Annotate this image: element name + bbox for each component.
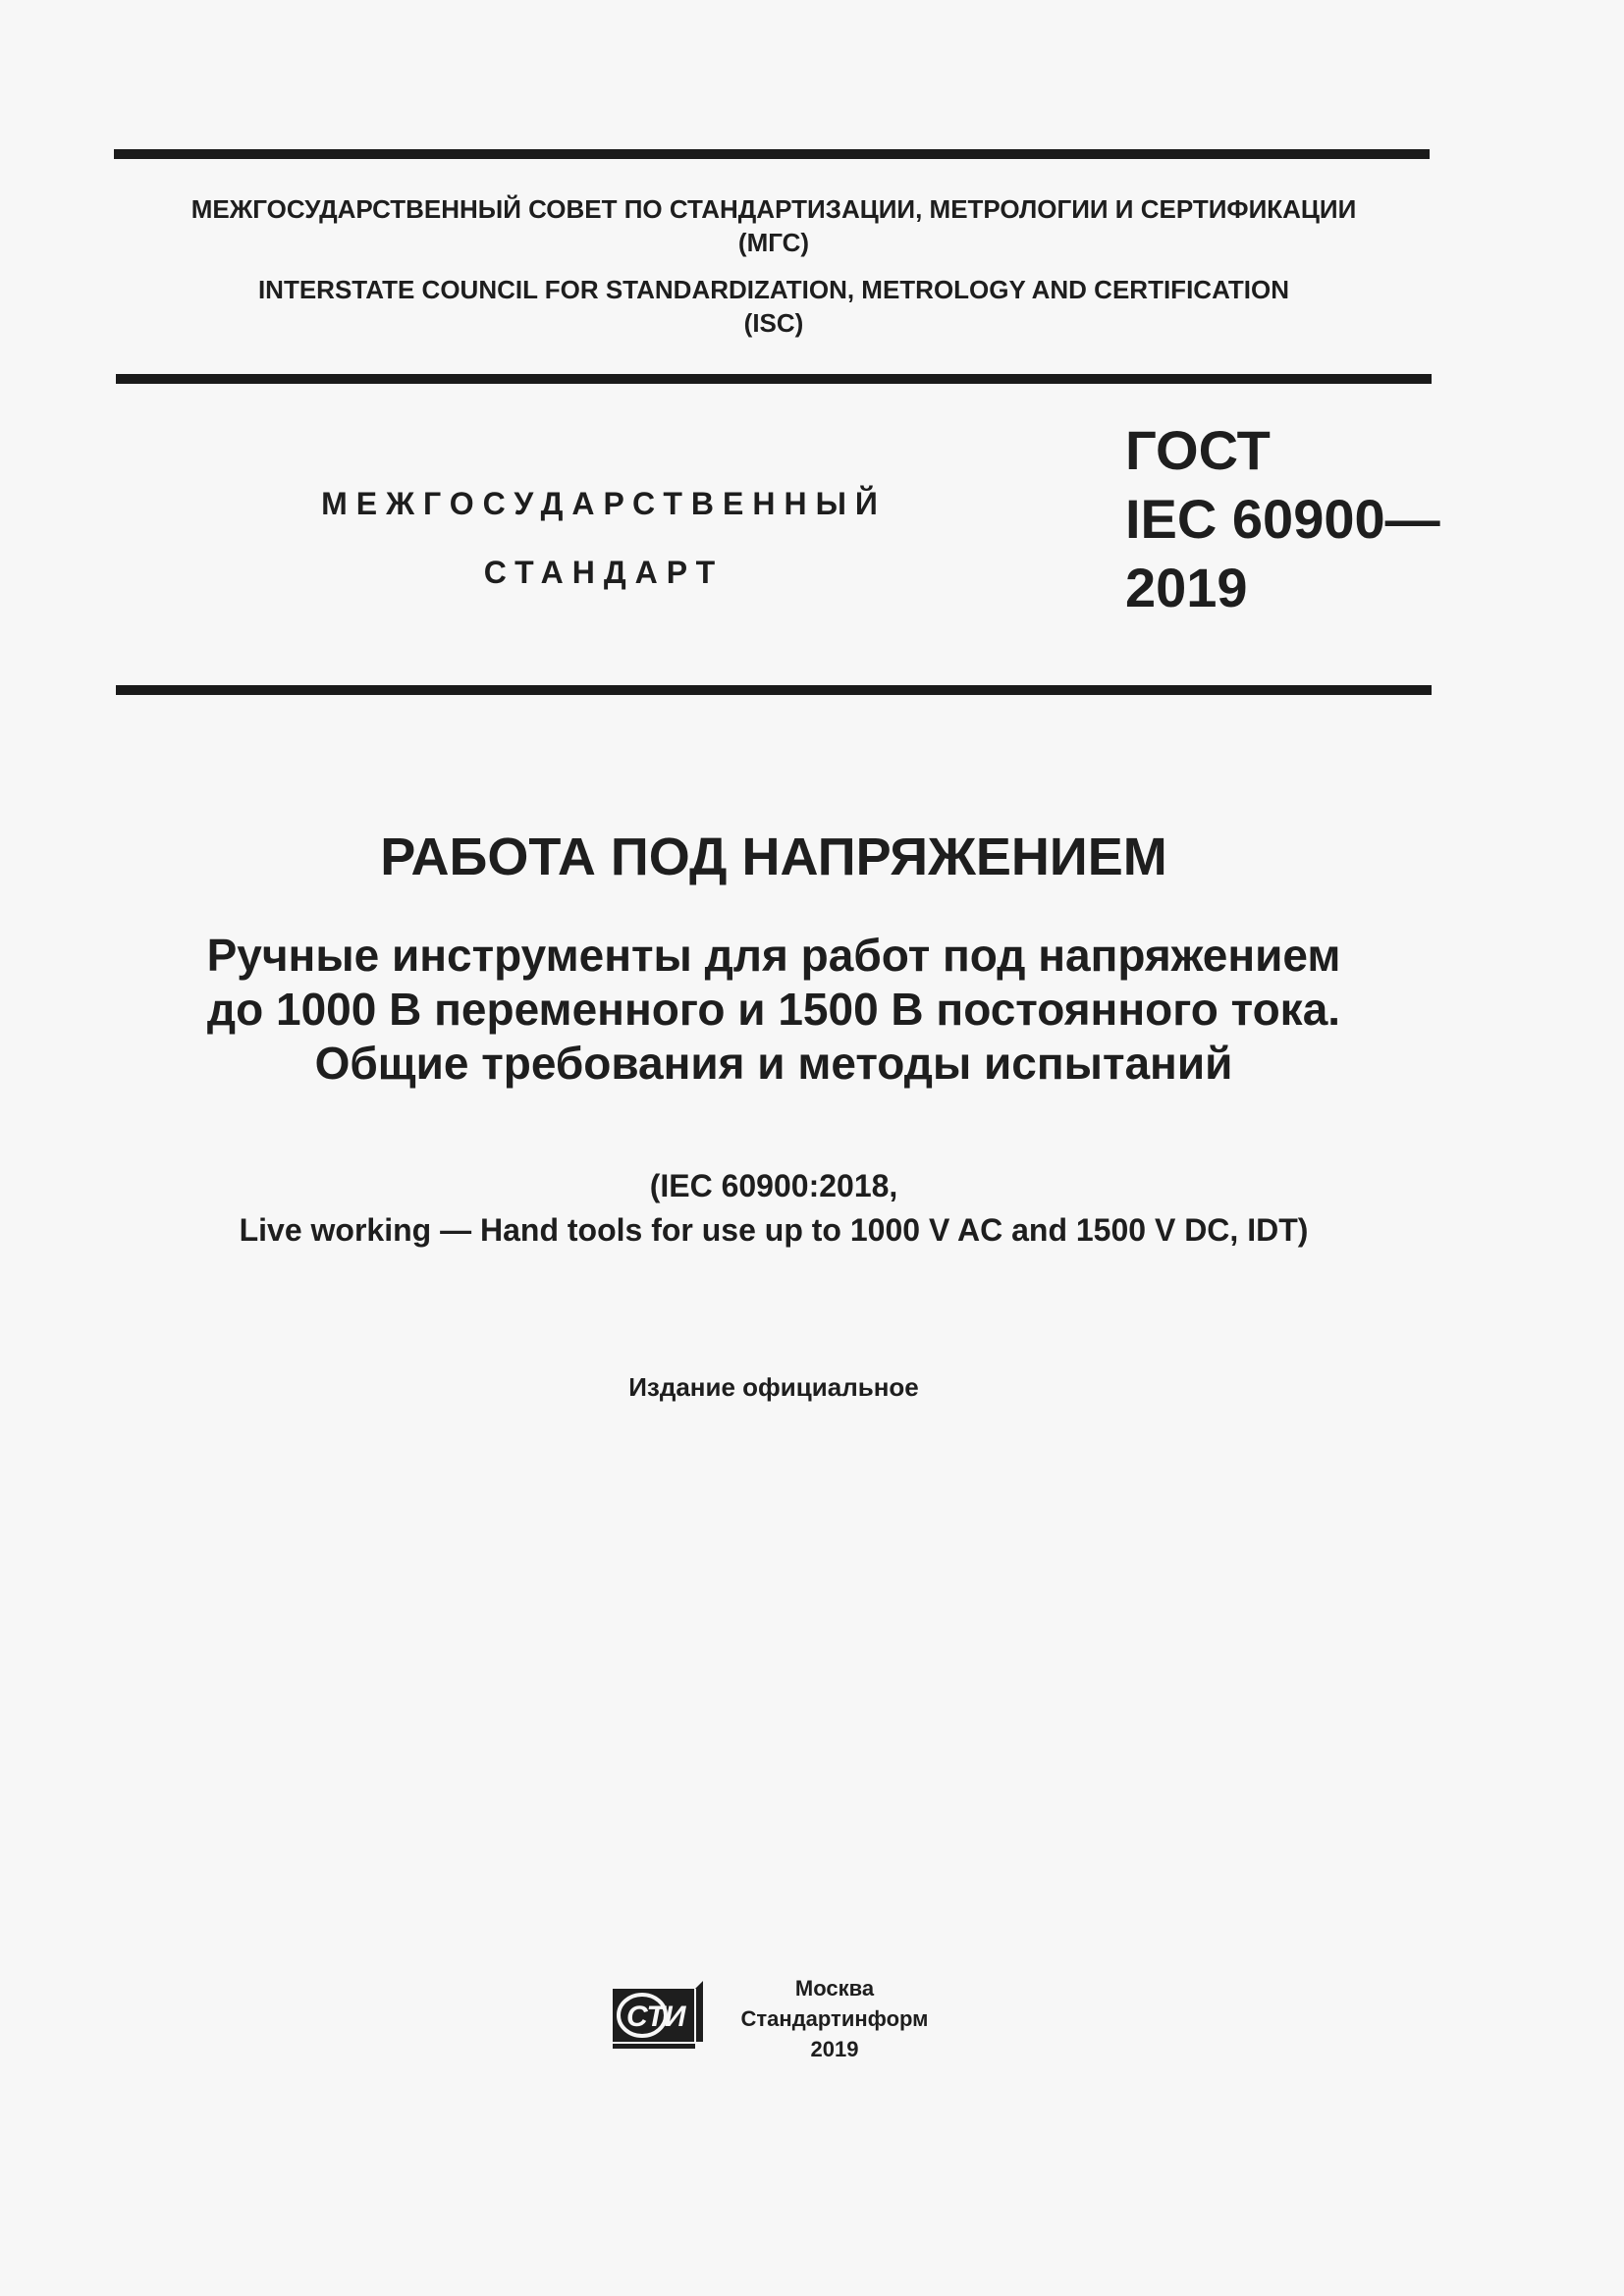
- top-rule: [114, 149, 1430, 159]
- designation-line2: IEC 60900—: [1125, 488, 1440, 550]
- designation-line3: 2019: [1125, 557, 1248, 618]
- council-en-abbr: (ISC): [743, 308, 804, 338]
- publisher: [727, 1973, 943, 2064]
- iec-reference: [116, 1164, 1432, 1253]
- council-ru-name: МЕЖГОСУДАРСТВЕННЫЙ СОВЕТ ПО СТАНДАРТИЗАЦИИ, МЕТРОЛОГИИ И СЕРТИФИКАЦИИ: [190, 194, 1357, 224]
- header-rule: [116, 685, 1432, 695]
- iec-reference-line1: (IEC 60900:2018,: [649, 1168, 898, 1203]
- publisher-year: 2019: [810, 2037, 859, 2061]
- designation: [1125, 416, 1440, 622]
- publisher-city: Москва: [794, 1976, 875, 2001]
- subtitle: [116, 929, 1432, 1091]
- iec-reference-line2: Live working — Hand tools for use up to 1000 V AC and 1500 V DC, IDT): [239, 1212, 1309, 1248]
- edition-label: Издание официальное: [628, 1372, 919, 1402]
- standard-type: [295, 469, 913, 607]
- main-title: РАБОТА ПОД НАПРЯЖЕНИЕМ: [380, 828, 1167, 886]
- council-ru: [116, 192, 1432, 259]
- council-en-name: INTERSTATE COUNCIL FOR STANDARDIZATION, METROLOGY AND CERTIFICATION: [257, 275, 1290, 304]
- logo-underline: [613, 2044, 695, 2049]
- publisher-name: Стандартинформ: [740, 2006, 929, 2031]
- standard-type-line2: СТАНДАРТ: [483, 555, 725, 590]
- standard-type-line1: МЕЖГОСУДАРСТВЕННЫЙ: [321, 486, 887, 521]
- subtitle-line2: до 1000 В переменного и 1500 В постоянного тока.: [206, 984, 1341, 1035]
- subtitle-line1: Ручные инструменты для работ под напряжением: [206, 930, 1341, 981]
- council-en: [116, 273, 1432, 340]
- council-rule: [116, 374, 1432, 384]
- designation-line1: ГОСТ: [1125, 419, 1271, 481]
- council-ru-abbr: (МГС): [737, 228, 810, 257]
- logo-text: СТИ: [626, 2001, 686, 2033]
- standartinform-logo-icon: [609, 1977, 707, 2052]
- subtitle-line3: Общие требования и методы испытаний: [314, 1038, 1233, 1089]
